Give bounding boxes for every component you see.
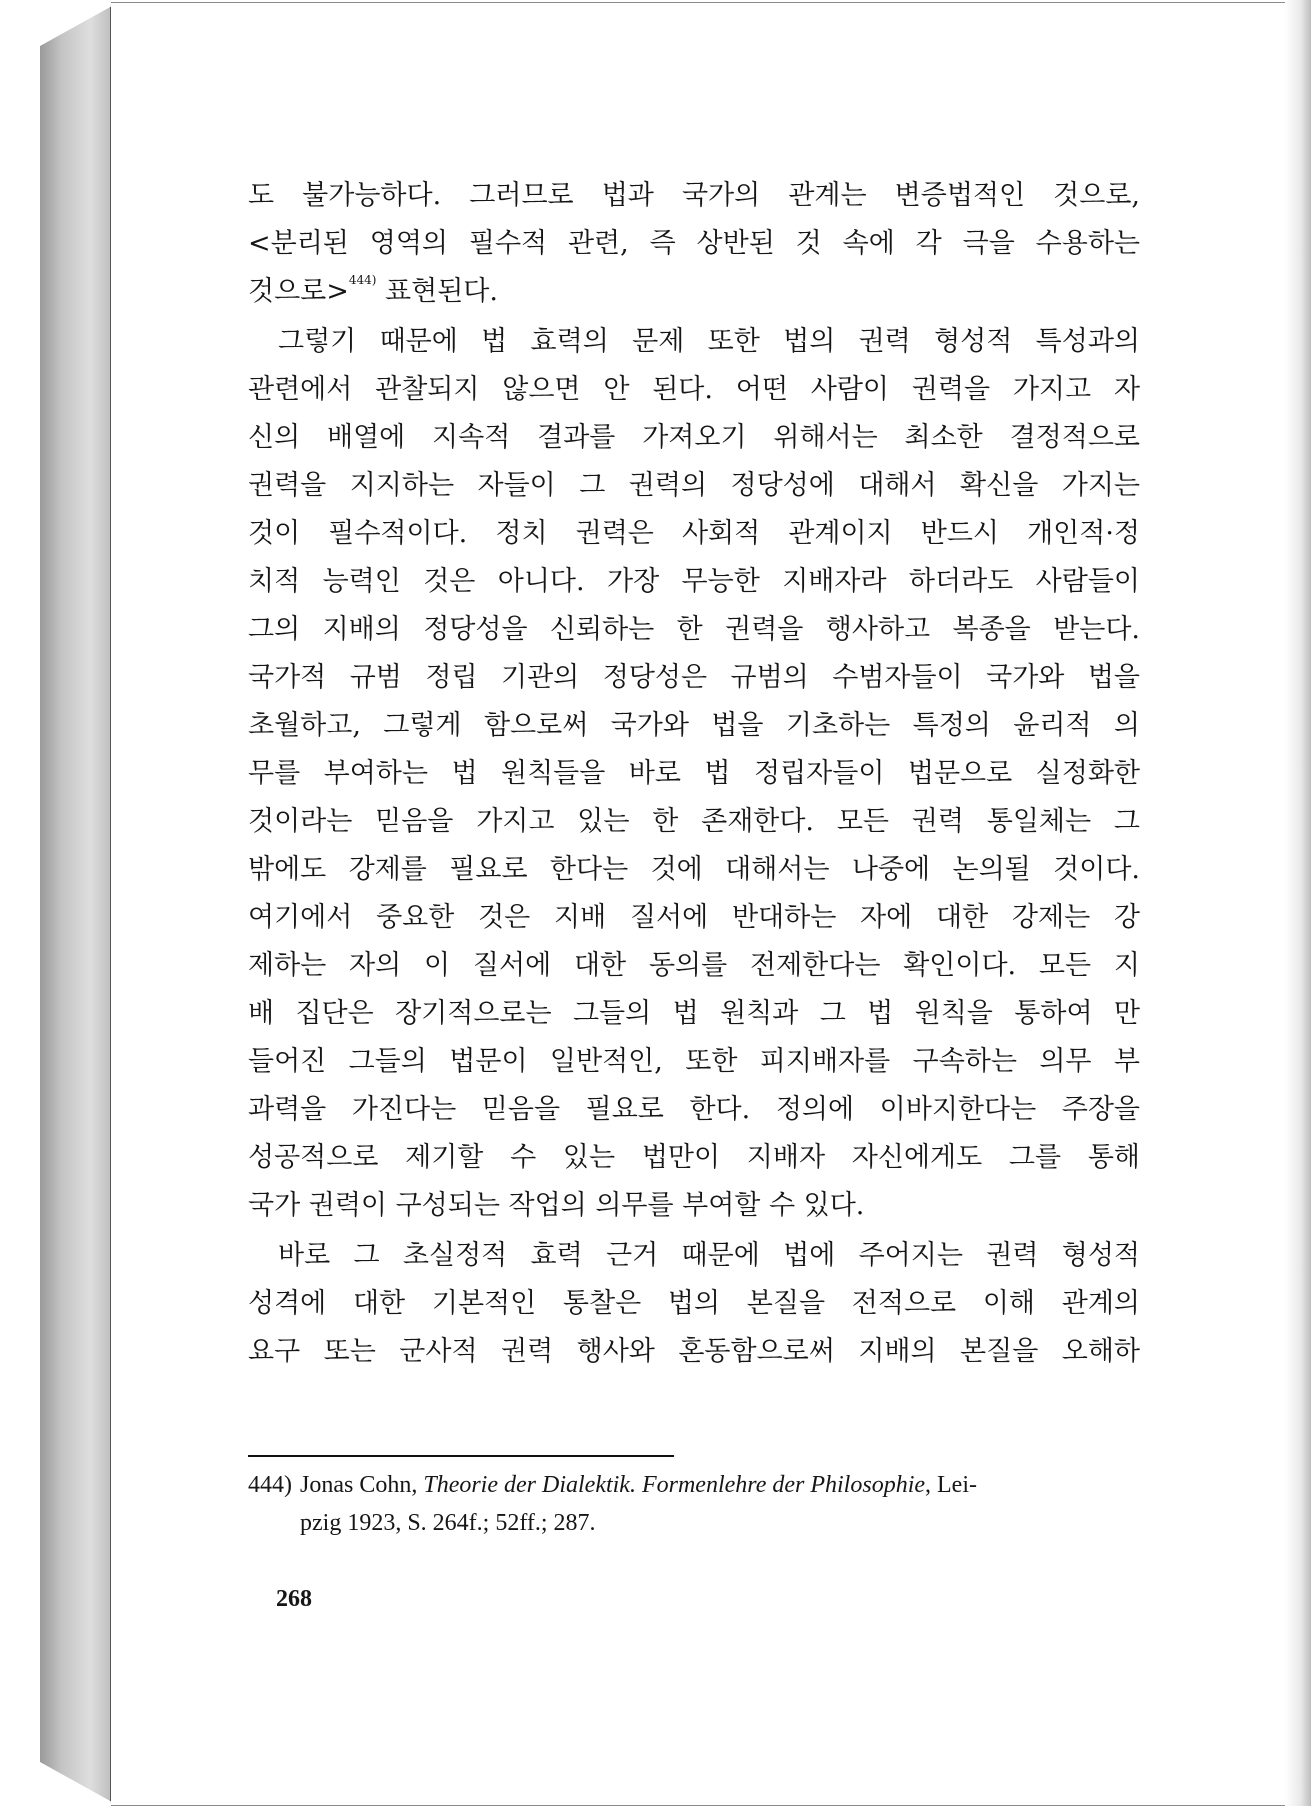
footnote-number: 444) bbox=[248, 1472, 292, 1498]
text-line: <분리된 영역의 필수적 관련, 즉 상반된 것 속에 각 극을 수용하는 bbox=[248, 228, 1140, 259]
text-line: 것이 필수적이다. 정치 권력은 사회적 관계이지 반드시 개인적·정 bbox=[248, 518, 1140, 549]
paragraph-2 bbox=[248, 318, 1140, 1230]
page-edge-shadow bbox=[1285, 0, 1311, 1806]
text-line: 국가 권력이 구성되는 작업의 의무를 부여할 수 있다. bbox=[248, 1190, 865, 1221]
footnote-reference: 444) bbox=[348, 273, 377, 287]
footnote-rest: , Lei- bbox=[925, 1472, 977, 1498]
footnote-author: Jonas Cohn, bbox=[300, 1472, 418, 1498]
text-line: 바로 그 초실정적 효력 근거 때문에 법에 주어지는 권력 형성적 bbox=[278, 1240, 1140, 1271]
page-number: 268 bbox=[276, 1586, 312, 1612]
footnote bbox=[248, 1466, 1140, 1542]
text-fragment: 표현된다. bbox=[376, 276, 498, 307]
text-line bbox=[248, 268, 1140, 316]
text-line: 제하는 자의 이 질서에 대한 동의를 전제한다는 확인이다. 모든 지 bbox=[248, 950, 1140, 981]
text-line: 치적 능력인 것은 아니다. 가장 무능한 지배자라 하더라도 사람들이 bbox=[248, 566, 1140, 597]
text-line: 밖에도 강제를 필요로 한다는 것에 대해서는 나중에 논의될 것이다. bbox=[248, 854, 1140, 885]
text-line: 권력을 지지하는 자들이 그 권력의 정당성에 대해서 확신을 가지는 bbox=[248, 470, 1140, 501]
footnote-separator bbox=[248, 1455, 674, 1457]
text-line: 과력을 가진다는 믿음을 필요로 한다. 정의에 이바지한다는 주장을 bbox=[248, 1094, 1140, 1125]
text-line: 도 불가능하다. 그러므로 법과 국가의 관계는 변증법적인 것으로, bbox=[248, 180, 1140, 211]
text-line: 관련에서 관찰되지 않으면 안 된다. 어떤 사람이 권력을 가지고 자 bbox=[248, 374, 1140, 405]
text-fragment: 것으로> bbox=[248, 276, 349, 307]
body-text bbox=[248, 172, 1140, 1376]
text-line: 성격에 대한 기본적인 통찰은 법의 본질을 전적으로 이해 관계의 bbox=[248, 1288, 1140, 1319]
footnote-title: Theorie der Dialektik. Formenlehre der Philosophie bbox=[423, 1472, 926, 1498]
text-line: 신의 배열에 지속적 결과를 가져오기 위해서는 최소한 결정적으로 bbox=[248, 422, 1140, 453]
text-line: 들어진 그들의 법문이 일반적인, 또한 피지배자를 구속하는 의무 부 bbox=[248, 1046, 1140, 1077]
text-line: 것이라는 믿음을 가지고 있는 한 존재한다. 모든 권력 통일체는 그 bbox=[248, 806, 1140, 837]
text-line: 배 집단은 장기적으로는 그들의 법 원칙과 그 법 원칙을 통하여 만 bbox=[248, 998, 1140, 1029]
book-spine bbox=[40, 6, 112, 1802]
text-line: 그의 지배의 정당성을 신뢰하는 한 권력을 행사하고 복종을 받는다. bbox=[248, 614, 1140, 645]
text-line: 요구 또는 군사적 권력 행사와 혼동함으로써 지배의 본질을 오해하 bbox=[248, 1336, 1140, 1367]
text-line: 성공적으로 제기할 수 있는 법만이 지배자 자신에게도 그를 통해 bbox=[248, 1142, 1140, 1173]
paragraph-1 bbox=[248, 172, 1140, 316]
text-line: 무를 부여하는 법 원칙들을 바로 법 정립자들이 법문으로 실정화한 bbox=[248, 758, 1140, 789]
text-line: 초월하고, 그렇게 함으로써 국가와 법을 기초하는 특정의 윤리적 의 bbox=[248, 710, 1140, 741]
paragraph-3 bbox=[248, 1232, 1140, 1376]
text-line: 그렇기 때문에 법 효력의 문제 또한 법의 권력 형성적 특성과의 bbox=[278, 326, 1140, 357]
text-line: 여기에서 중요한 것은 지배 질서에 반대하는 자에 대한 강제는 강 bbox=[248, 902, 1140, 933]
footnote-continuation: pzig 1923, S. 264f.; 52ff.; 287. bbox=[300, 1510, 596, 1536]
text-line: 국가적 규범 정립 기관의 정당성은 규범의 수범자들이 국가와 법을 bbox=[248, 662, 1140, 693]
